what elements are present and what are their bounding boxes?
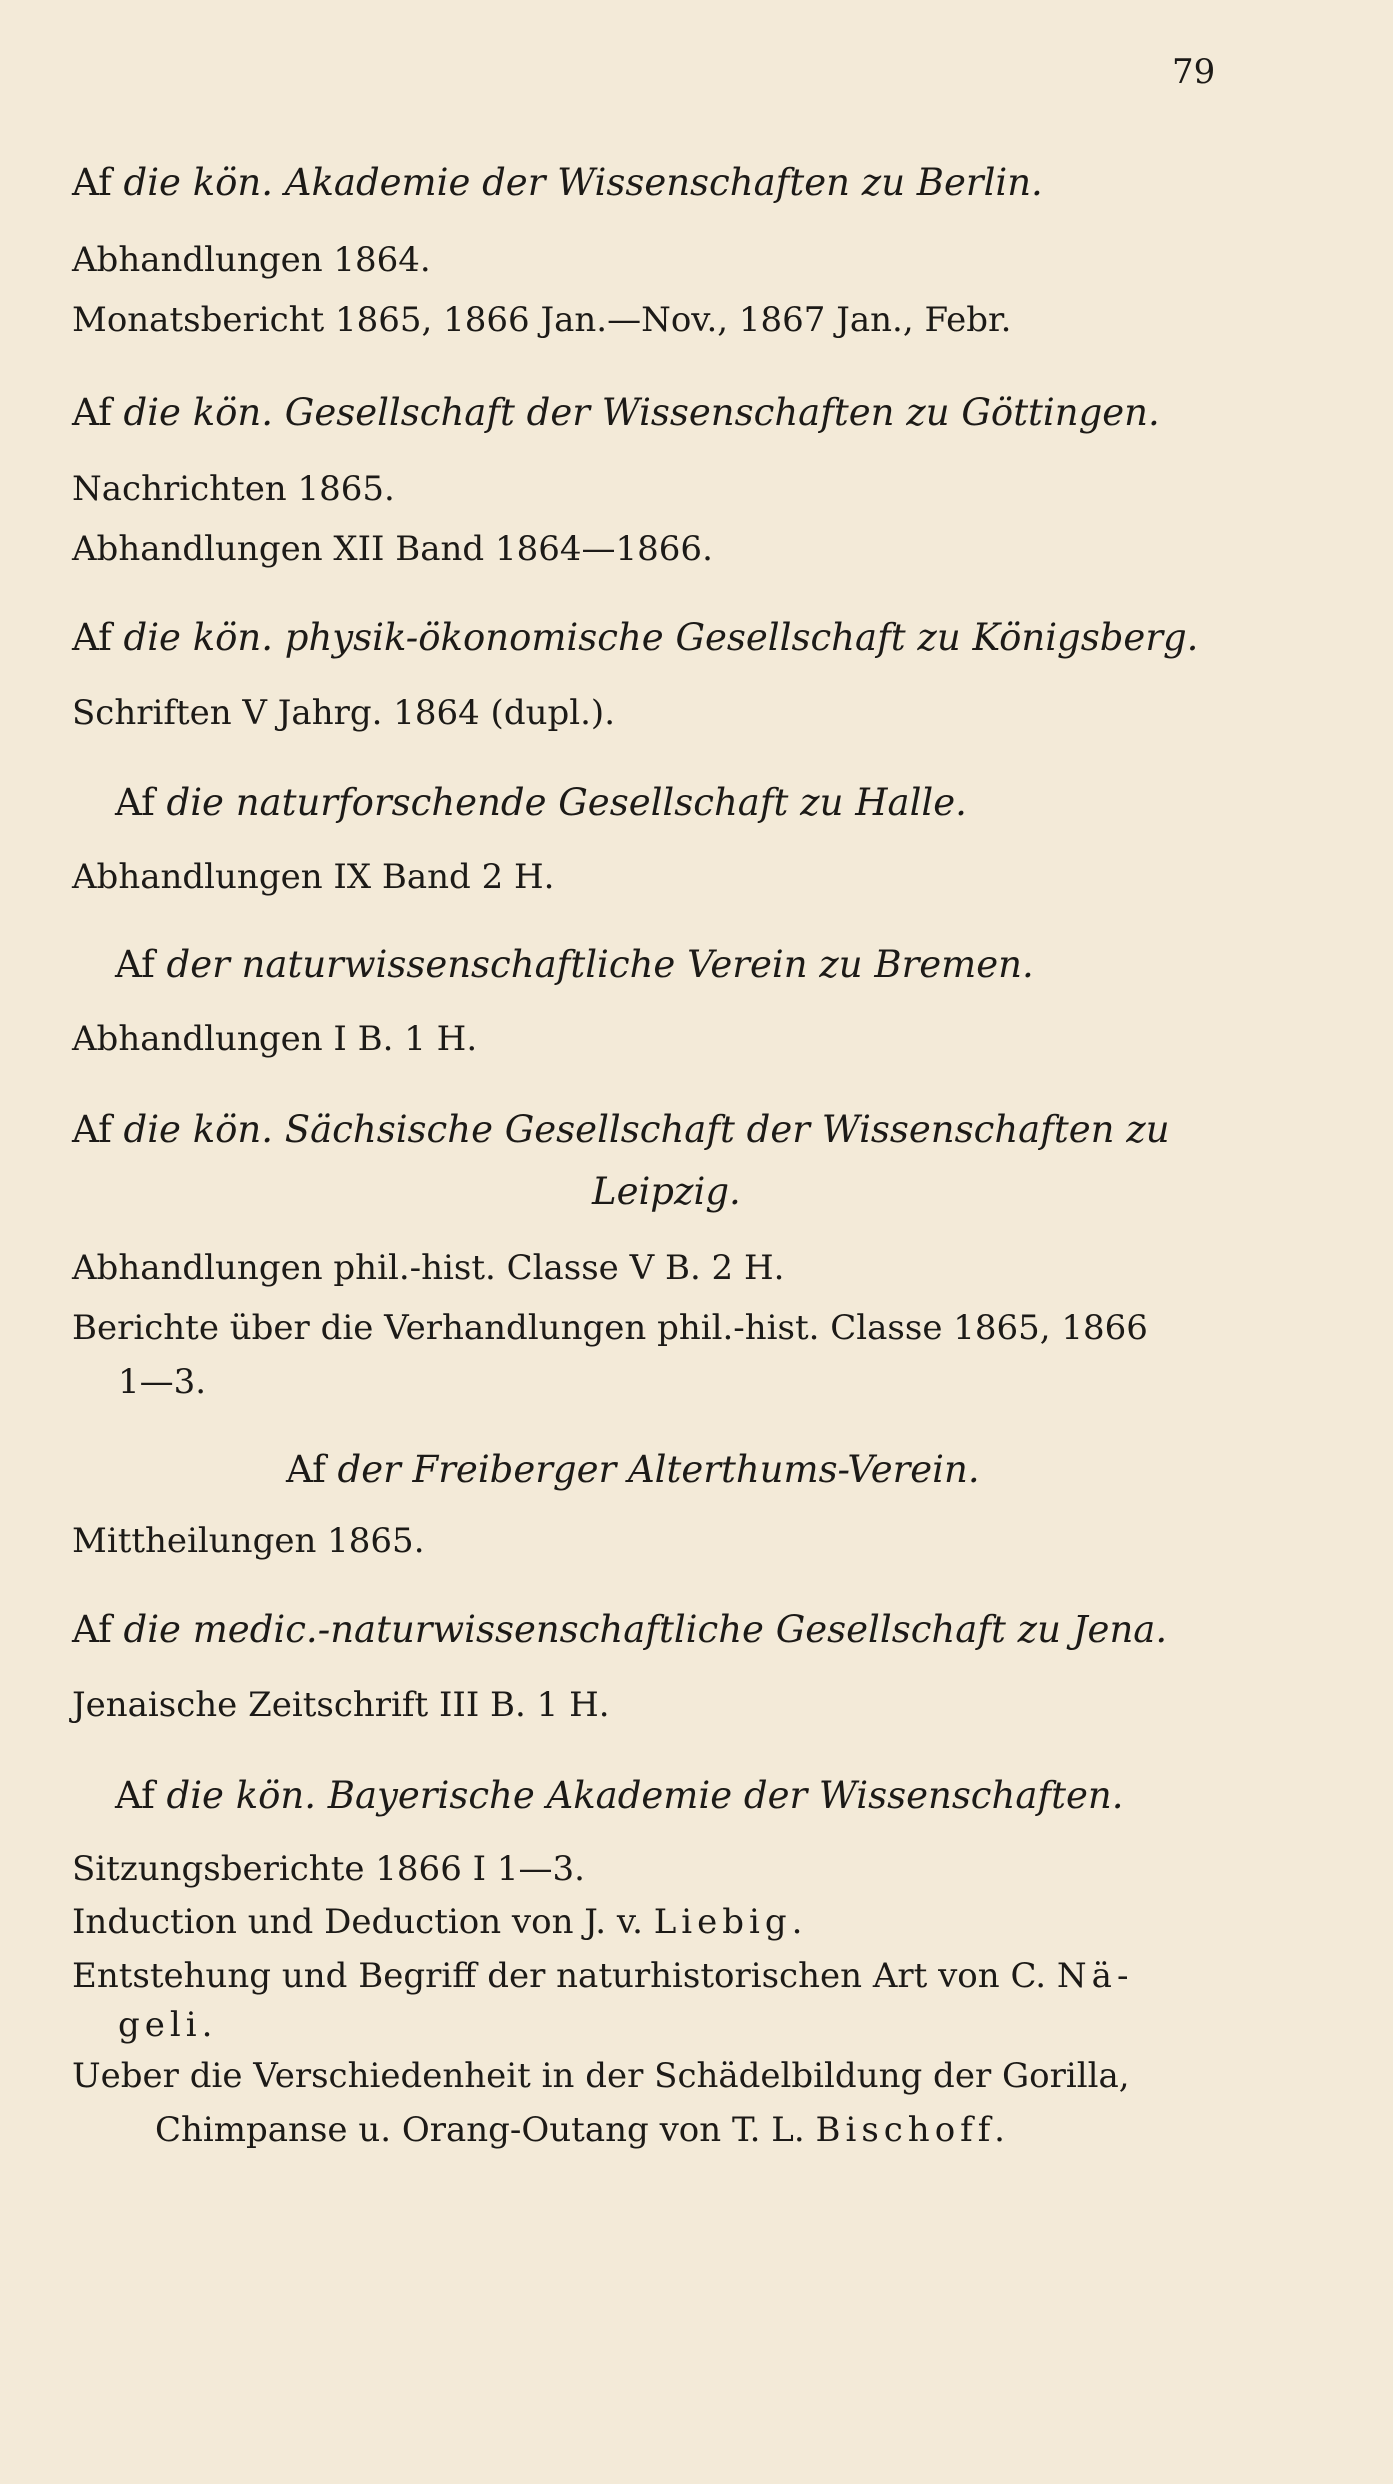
section-heading-berlin <box>72 163 1043 203</box>
heading-text: die kön. Akademie der Wissenschaften zu Berlin. <box>123 161 1043 204</box>
heading-text-cont: Leipzig. <box>592 1170 741 1213</box>
section-heading-leipzig <box>72 1110 1170 1150</box>
heading-prefix: Af <box>72 161 112 204</box>
entry: Abhandlungen XII Band 1864—1866. <box>72 529 713 569</box>
heading-text: die medic.-naturwissenschaftliche Gesellschaft zu Jena. <box>123 1608 1168 1651</box>
entry: Berichte über die Verhandlungen phil.-hist. Classe 1865, 1866 <box>72 1308 1148 1348</box>
entry: Sitzungsberichte 1866 I 1—3. <box>72 1849 585 1889</box>
entry: Ueber die Verschiedenheit in der Schädelbildung der Gorilla, <box>72 2056 1130 2096</box>
entry <box>72 1902 808 1942</box>
entry: Abhandlungen IX Band 2 H. <box>72 857 555 897</box>
section-heading-koenigsberg <box>72 618 1198 658</box>
heading-prefix: Af <box>115 781 155 824</box>
entry: Abhandlungen phil.-hist. Classe V B. 2 H. <box>72 1248 785 1288</box>
section-heading-freiberg <box>286 1450 980 1490</box>
entry: Nachrichten 1865. <box>72 469 395 509</box>
page-number: 79 <box>1172 52 1216 92</box>
entry: Monatsbericht 1865, 1866 Jan.—Nov., 1867 Jan., Febr. <box>72 300 1012 340</box>
entry: Mittheilungen 1865. <box>72 1521 425 1561</box>
heading-text: die naturforschende Gesellschaft zu Halle. <box>166 781 967 824</box>
entry: geli. <box>118 2005 218 2045</box>
author-name: Nä- <box>1056 1956 1134 1996</box>
heading-prefix: Af <box>72 616 112 659</box>
section-heading-jena <box>72 1610 1167 1650</box>
entry-text: Entstehung und Begriff der naturhistorischen Art von C. <box>72 1956 1047 1996</box>
entry: Jenaische Zeitschrift III B. 1 H. <box>72 1685 610 1725</box>
heading-prefix: Af <box>286 1448 326 1491</box>
heading-prefix: Af <box>72 391 112 434</box>
section-heading-bayern <box>115 1776 1123 1816</box>
author-name: Liebig. <box>653 1902 808 1942</box>
heading-text: die kön. Bayerische Akademie der Wissenschaften. <box>166 1774 1124 1817</box>
heading-prefix: Af <box>115 943 155 986</box>
section-heading-leipzig-cont <box>592 1172 741 1212</box>
entry: 1—3. <box>118 1362 207 1402</box>
heading-text: der naturwissenschaftliche Verein zu Bremen. <box>166 943 1034 986</box>
heading-prefix: Af <box>115 1774 155 1817</box>
heading-prefix: Af <box>72 1608 112 1651</box>
section-heading-halle <box>115 783 967 823</box>
entry: Abhandlungen I B. 1 H. <box>72 1019 478 1059</box>
heading-prefix: Af <box>72 1108 112 1151</box>
entry <box>72 1956 1133 1996</box>
heading-text: die kön. physik-ökonomische Gesellschaft zu Königsberg. <box>123 616 1199 659</box>
heading-text: die kön. Sächsische Gesellschaft der Wissenschaften zu <box>123 1108 1170 1151</box>
entry-text: Chimpanse u. Orang-Outang von T. L. <box>155 2110 805 2150</box>
entry: Schriften V Jahrg. 1864 (dupl.). <box>72 693 616 733</box>
entry: Abhandlungen 1864. <box>72 240 431 280</box>
section-heading-bremen <box>115 945 1034 985</box>
entry <box>155 2110 1010 2150</box>
heading-text: die kön. Gesellschaft der Wissenschaften zu Göttingen. <box>123 391 1160 434</box>
heading-text: der Freiberger Alterthums-Verein. <box>337 1448 980 1491</box>
entry-text: Induction und Deduction von J. v. <box>72 1902 643 1942</box>
author-name: Bischoff. <box>815 2110 1010 2150</box>
section-heading-goettingen <box>72 393 1160 433</box>
